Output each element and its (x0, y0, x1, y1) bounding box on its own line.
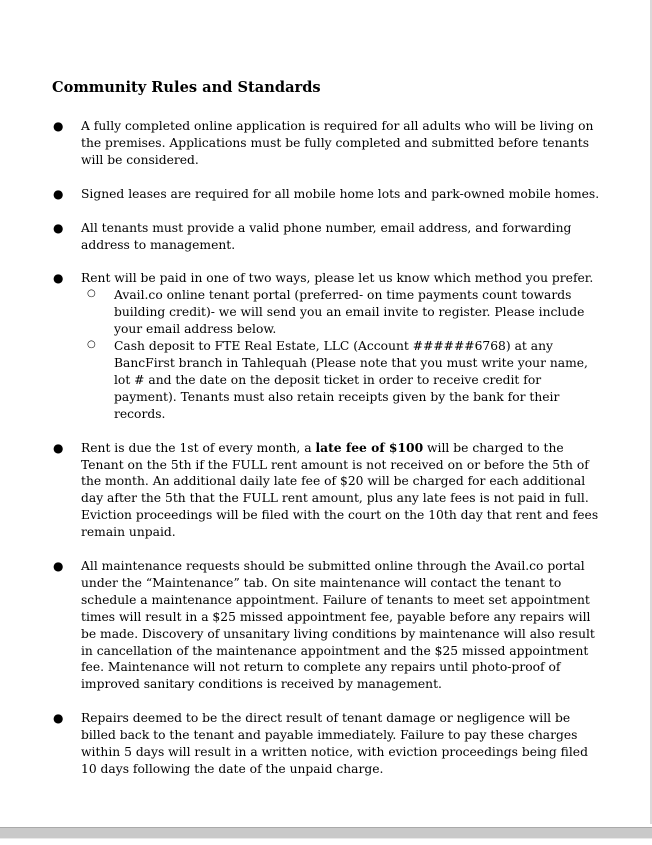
bullet-icon: ● (53, 440, 64, 455)
bullet-icon: ● (53, 186, 64, 201)
rules-list (52, 118, 602, 795)
rule-text: Repairs deemed to be the direct result of tenant damage or negligence will be billed back to the tenant and payable immediately. Failure to pay these charges within 5 days will result in a written notice, with eviction proceedings being filed 10 days following the date of the unpaid charge. (81, 711, 588, 776)
rule-text: A fully completed online application is required for all adults who will be living on the premises. Applications must be fully completed and submitted before tenants will be considered. (81, 119, 594, 167)
bullet-icon: ● (53, 220, 64, 235)
bullet-icon: ● (53, 119, 64, 133)
list-item (52, 118, 602, 169)
rule-text: Signed leases are required for all mobile home lots and park-owned mobile homes. (81, 186, 600, 201)
sub-item-text: Avail.co online tenant portal (preferred- on time payments count towards building credit)- we will send you an email invite to register. Please include your email address below. (114, 288, 585, 337)
list-item (52, 558, 602, 693)
rule-text: All maintenance requests should be submitted online through the Avail.co portal under the “Maintenance” tab. On site maintenance will contact the tenant to schedule a maintenance appointment. Failure of tenants to meet set appointment times will result in a $25 missed appointment fee, payable before any repairs will be made. Discovery of unsanitary living conditions by maintenance will also result in cancellation of the maintenance appointment and the $25 missed appointment fee. Maintenance will not return to complete any repairs until photo-proof of improved sanitary conditions is received by management. (81, 559, 595, 692)
list-item (52, 710, 602, 778)
rule-text-start: Rent is due the 1st of every month, a (81, 440, 316, 455)
list-item (52, 440, 602, 541)
page-title: Community Rules and Standards (52, 79, 321, 96)
rule-text-end: will be charged to the Tenant on the 5th if the FULL rent amount is not received on or before the 5th of the month. An additional daily late fee of $20 will be charged for each additional day after the 5th that the FULL rent amount, plus any late fees is not paid in full. Eviction proceedings will be filed with the court on the 10th day that rent and fees remain unpaid. (81, 440, 599, 540)
page-bottom-scrollbar[interactable] (0, 824, 652, 845)
hollow-bullet-icon: ○ (87, 288, 96, 300)
bullet-icon: ● (53, 559, 64, 574)
bullet-icon: ● (53, 271, 64, 286)
hollow-bullet-icon: ○ (87, 339, 96, 351)
sub-item-text: Cash deposit to FTE Real Estate, LLC (Account ######6768) at any BancFirst branch in Tahlequah (Please note that you must write your name, lot # and the date on the deposit ticket in order to receive credit for payment). Tenants must also retain receipts given by the bank for their records. (114, 339, 588, 421)
rule-text: All tenants must provide a valid phone number, email address, and forwarding address to management. (81, 220, 572, 252)
bullet-icon: ● (53, 711, 64, 726)
scrollbar-track[interactable] (0, 827, 652, 839)
payment-methods-list (81, 287, 602, 422)
sub-list-item (81, 338, 602, 423)
rule-text: Rent will be paid in one of two ways, please let us know which method you prefer. (81, 271, 594, 286)
list-item (52, 270, 602, 422)
list-item (52, 186, 602, 203)
list-item (52, 220, 602, 254)
sub-list-item (81, 287, 602, 338)
late-fee-emphasis: late fee of $100 (315, 439, 424, 455)
